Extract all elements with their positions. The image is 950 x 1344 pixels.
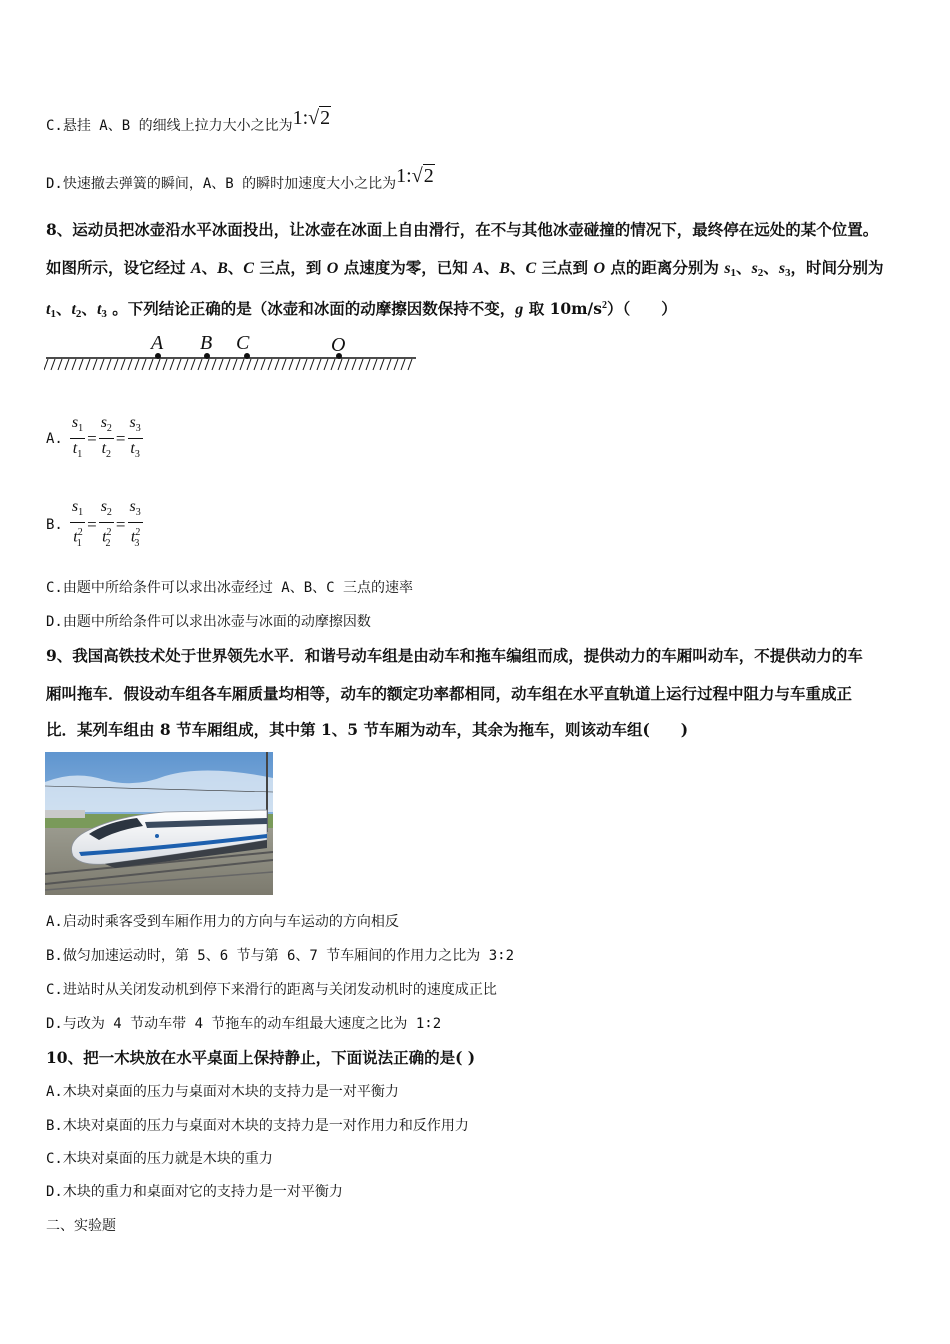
q8-stem-line2: 如图所示，设它经过 A、B、C 三点，到 O 点速度为零，已知 A、B、C 三点到 O 点的距离分别为 $s_1$、$s_2$、$s_3$，时间分别为: [46, 258, 884, 279]
section-title-experiment: 二、实验题: [46, 1218, 116, 1234]
q9-stem-line1: 9、我国高铁技术处于世界领先水平．和谐号动车组是由动车和拖车编组而成，提供动力的车厢叫动车，不提供动力的车: [46, 646, 863, 665]
fraction-s2-t2: $\frac{s_2}{t_2}$: [100, 414, 112, 461]
label-a: A: [151, 332, 164, 354]
q7-option-c: [46, 107, 331, 136]
high-speed-train-photo: [45, 752, 273, 895]
q8-option-b-label: B.: [46, 516, 63, 533]
q8-option-b: B. $\frac{s_1}{t^2_1}$ = $\frac{s_2}{t^2_2}$ = $\frac{s_3}{t^2_3}$: [46, 498, 144, 552]
q8-option-a-label: A.: [46, 430, 63, 447]
fraction-s1-t1sq: $\frac{s_1}{t^2_1}$: [71, 498, 84, 549]
sqrt-symbol: √2: [308, 107, 331, 129]
fraction-s3-t3sq: $\frac{s_3}{t^2_3}$: [129, 498, 141, 549]
fraction-s2-t2sq: $\frac{s_2}{t^2_2}$: [100, 498, 112, 549]
sqrt-symbol: √2: [411, 165, 434, 187]
q8-ice-figure: [44, 330, 420, 374]
q8-stem-line1: 8、运动员把冰壶沿水平冰面投出，让冰壶在冰面上自由滑行，在不与其他冰壶碰撞的情况下，最终停在远处的某个位置。: [46, 220, 879, 239]
fraction-s1-t1: $\frac{s_1}{t_1}$: [71, 414, 84, 461]
q8-stem-line3: $t_1$、$t_2$、$t_3$ 。下列结论正确的是（冰壶和冰面的动摩擦因数保持不变，g 取 $10m/s^2$）（ ）: [46, 299, 677, 320]
q8-option-d: D.由题中所给条件可以求出冰壶与冰面的动摩擦因数: [46, 614, 371, 630]
q7-option-d-ratio: 1:√2: [396, 165, 434, 187]
q9-option-a: A.启动时乘客受到车厢作用力的方向与车运动的方向相反: [46, 914, 399, 930]
q9-stem-line3: 比．某列车组由 8 节车厢组成，其中第 1、5 节车厢为动车，其余为拖车，则该动车组( ): [46, 720, 689, 739]
label-o: O: [331, 334, 346, 356]
q8-option-c: C.由题中所给条件可以求出冰壶经过 A、B、C 三点的速率: [46, 580, 413, 596]
q7-option-d-text: D.快速撤去弹簧的瞬间，A、B 的瞬时加速度大小之比为: [46, 176, 397, 192]
q10-stem: 10、把一木块放在水平桌面上保持静止，下面说法正确的是( ): [46, 1048, 476, 1067]
q9-option-c: C.进站时从关闭发动机到停下来滑行的距离与关闭发动机时的速度成正比: [46, 982, 497, 998]
q8-option-a: A. $\frac{s_1}{t_1}$ = $\frac{s_2}{t_2}$ = $\frac{s_3}{t_3}$: [46, 414, 144, 463]
q10-option-d: D.木块的重力和桌面对它的支持力是一对平衡力: [46, 1184, 343, 1200]
q9-option-d: D.与改为 4 节动车带 4 节拖车的动车组最大速度之比为 1∶2: [46, 1016, 442, 1032]
q9-option-b: B.做匀加速运动时，第 5、6 节与第 6、7 节车厢间的作用力之比为 3∶2: [46, 948, 515, 964]
q7-option-c-ratio: 1:√2: [292, 107, 331, 129]
q10-option-c: C.木块对桌面的压力就是木块的重力: [46, 1151, 273, 1167]
q10-option-b: B.木块对桌面的压力与桌面对木块的支持力是一对作用力和反作用力: [46, 1118, 469, 1134]
fraction-s3-t3: $\frac{s_3}{t_3}$: [129, 414, 141, 461]
q7-option-d: [46, 165, 435, 194]
ice-hatching: [44, 359, 412, 370]
q10-option-a: A.木块对桌面的压力与桌面对木块的支持力是一对平衡力: [46, 1084, 399, 1100]
label-b: B: [200, 332, 213, 354]
q9-stem-line2: 厢叫拖车．假设动车组各车厢质量均相等，动车的额定功率都相同，动车组在水平直轨道上运行过程中阻力与车重成正: [46, 684, 853, 703]
q7-option-c-text: C.悬挂 A、B 的细线上拉力大小之比为: [46, 118, 293, 134]
label-c: C: [236, 332, 250, 354]
